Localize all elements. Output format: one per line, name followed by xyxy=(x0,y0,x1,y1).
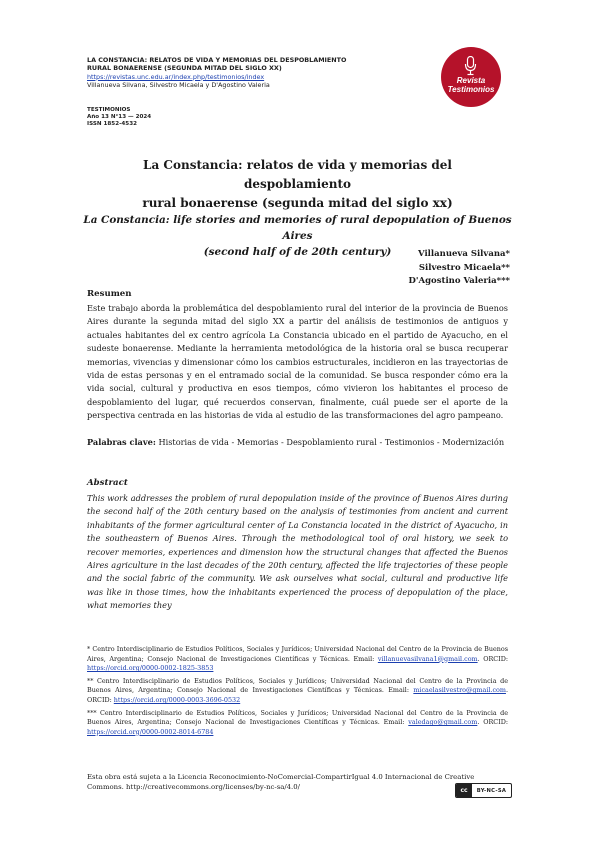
footnote-2-orcid-link[interactable]: https://orcid.org/0000-0003-3696-0532 xyxy=(113,695,241,704)
english-title-line2: (second half of de 20th century) xyxy=(203,246,392,258)
title-line1: La Constancia: relatos de vida y memorias del despoblamiento xyxy=(143,158,452,191)
footnote-2-email-link[interactable]: micaelasilvestro@gmail.com xyxy=(413,686,506,695)
abstract-heading: Abstract xyxy=(87,478,128,488)
footnote-3-orcid-link[interactable]: https://orcid.org/0000-0002-8014-6784 xyxy=(87,727,214,736)
english-title-line1: La Constancia: life stories and memories of rural depopulation of Buenos Aires xyxy=(83,214,512,242)
issue-issn: ISSN 1852-4532 xyxy=(87,121,137,128)
author-list xyxy=(409,248,510,289)
footnote-1-text: * Centro Interdisciplinario de Estudios Políticos, Sociales y Jurídicos; Universidad Nacional del Centro de la Provincia de Buenos Aires, Argentina; Consejo Nacional de Investigaciones Científicas y Técnicas. Email: xyxy=(87,645,508,663)
footnote-3 xyxy=(87,709,508,738)
author-2: Silvestro Micaela** xyxy=(418,262,510,273)
cc-badge-text: BY-NC-SA xyxy=(476,787,507,794)
resumen-text: Este trabajo aborda la problemática del despoblamiento rural del interior de la provincia de Buenos Aires durante la segunda mitad del siglo XX a partir del análisis de testimonios de antiguos y actuales habitantes del ex centro agrícola La Constancia ubicado en el partido de Ayacucho, en el sudeste bonaerense. Mediante la herramienta metodológica de la historia oral se busca recuperar memorias, vivencias y dimensionar cómo los cambios estructurales, incidieron en las trayectorias de vida de estas personas y en el entramado social de la comunidad. Se busca responder cómo era la vida social, cultural y productiva en esos tiempos, cómo vivieron los habitantes el proceso de despoblamiento del lugar, qué recuerdos conservan, finalmente, cuál puede ser el aporte de la perspectiva centrada en las historias de vida al estudio de las transformaciones del agro pampeano. xyxy=(87,303,508,421)
footnote-3-text: *** Centro Interdisciplinario de Estudios Políticos, Sociales y Jurídicos; Universidad Nacional del Centro de la Provincia de Buenos Aires, Argentina; Consejo Nacional de Investigaciones Científicas y Técnicas. Email: xyxy=(87,708,508,727)
logo-text-testimonios: Testimonios xyxy=(447,85,495,94)
issue-volume: Año 13 N°13 — 2024 xyxy=(87,114,152,121)
cc-license-badge[interactable] xyxy=(455,783,512,798)
keywords xyxy=(87,436,508,449)
keywords-text: Historias de vida - Memorias - Despoblamiento rural - Testimonios - Modernización xyxy=(155,437,505,447)
license-text: Esta obra está sujeta a la Licencia Reconocimiento-NoComercial-CompartirIgual 4.0 Internacional de Creative Commons. http://creativecommons.org/licenses/by-nc-sa/4.0/ xyxy=(87,773,475,791)
footnote-2-orcid-label: . ORCID: xyxy=(87,686,508,704)
keywords-label: Palabras clave: xyxy=(87,437,156,447)
article-title xyxy=(95,156,500,213)
issue-name: TESTIMONIOS xyxy=(87,107,131,113)
journal-title-line1: LA CONSTANCIA: RELATOS DE VIDA Y MEMORIAS DEL DESPOBLAMIENTO xyxy=(87,56,347,64)
logo-text-revista: Revista xyxy=(456,76,486,85)
header-authors: Villanueva Silvana, Silvestro Micaela y D'Agostino Valeria xyxy=(87,81,270,90)
footnote-3-orcid-label: . ORCID: xyxy=(477,718,508,727)
cc-icon: cc xyxy=(456,784,472,797)
microphone-icon xyxy=(464,56,477,77)
journal-url-link[interactable]: https://revistas.unc.edu.ar/index.php/testimonios/index xyxy=(87,72,265,81)
resumen-heading: Resumen xyxy=(87,289,132,299)
footnote-1-email-link[interactable]: villanuevasilvana1@gmail.com xyxy=(377,654,478,663)
footnote-3-email-link[interactable]: valedago@gmail.com xyxy=(408,718,478,727)
footnote-1-orcid-label: . ORCID: xyxy=(477,654,508,663)
issue-info xyxy=(87,107,151,129)
journal-logo xyxy=(441,47,501,107)
footnote-2 xyxy=(87,677,508,706)
footnote-1-orcid-link[interactable]: https://orcid.org/0000-0002-1825-3853 xyxy=(87,664,214,673)
footnote-1 xyxy=(87,645,508,674)
author-1: Villanueva Silvana* xyxy=(418,249,510,259)
footnotes xyxy=(87,645,508,740)
abstract-text: This work addresses the problem of rural depopulation inside of the province of Buenos Aires during the second half of the 20th century based on the analysis of testimonies from ancient and current inhabitants of the former agricultural center of La Constancia located in the district of Ayacucho, in the southeastern of Buenos Aires. Through the methodological tool of oral history, we seek to recover memories, experiences and dimension how the structural changes that affected the Buenos Aires agriculture in the last decades of the 20th century, affected the life trajectories of these people and the social fabric of the community. We ask ourselves what social, cultural and productive life was like in those times, how the inhabitants experienced the process of depopulation of the place, what memories they xyxy=(87,493,508,611)
author-3: D'Agostino Valeria*** xyxy=(408,276,510,287)
running-header xyxy=(87,56,387,90)
title-line2: rural bonaerense (segunda mitad del siglo xx) xyxy=(142,196,453,210)
journal-title-line2: RURAL BONAERENSE (SEGUNDA MITAD DEL SIGLO XX) xyxy=(87,64,282,73)
footnote-2-text: ** Centro Interdisciplinario de Estudios Políticos, Sociales y Jurídicos; Universidad Nacional del Centro de la Provincia de Buenos Aires, Argentina; Consejo Nacional de Investigaciones Científicas y Técnicas. Email: xyxy=(87,676,508,695)
